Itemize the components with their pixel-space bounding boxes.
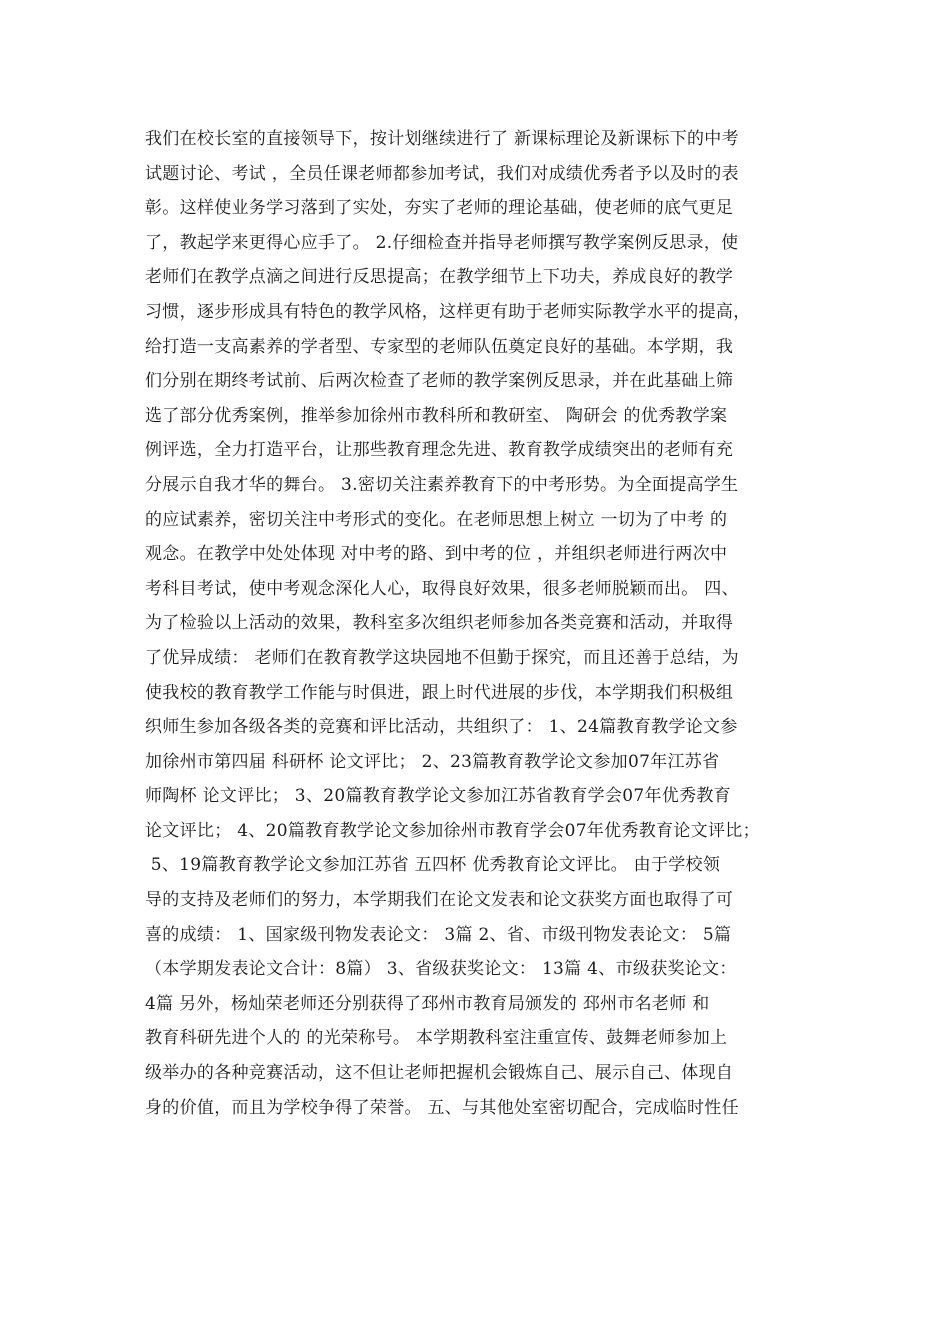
text-line: 老师们在教学点滴之间进行反思提高；在教学细节上下功夫，养成良好的教学 bbox=[145, 267, 734, 288]
text-line: 习惯，逐步形成具有特色的教学风格，这样更有助于老师实际教学水平的提高， bbox=[145, 301, 751, 322]
text-line: 4篇 另外，杨灿荣老师还分别获得了邳州市教育局颁发的 邳州市名老师 和 bbox=[145, 993, 710, 1014]
text-line: 论文评比； 4、20篇教育教学论文参加徐州市教育学会07年优秀教育论文评比； bbox=[145, 820, 760, 841]
text-line: 选了部分优秀案例，推举参加徐州市教科所和教研室、 陶研会 的优秀教学案 bbox=[145, 405, 728, 426]
text-line: 身的价值，而且为学校争得了荣誉。 五、与其他处室密切配合，完成临时性任 bbox=[145, 1097, 739, 1118]
text-line: 例评选，全力打造平台，让那些教育理念先进、教育教学成绩突出的老师有充 bbox=[145, 440, 734, 461]
text-line: 我们在校长室的直接领导下，按计划继续进行了 新课标理论及新课标下的中考 bbox=[145, 129, 739, 149]
text-line: 喜的成绩： 1、国家级刊物发表论文： 3篇 2、省、市级刊物发表论文： 5篇 bbox=[145, 924, 732, 945]
text-line: 导的支持及老师们的努力，本学期我们在论文发表和论文获奖方面也取得了可 bbox=[145, 890, 734, 911]
text-line: 们分别在期终考试前、后两次检查了老师的教学案例反思录，并在此基础上筛 bbox=[145, 371, 734, 392]
text-line: 了，教起学来更得心应手了。 2.仔细检查并指导老师撰写教学案例反思录，使 bbox=[145, 232, 739, 253]
text-line: 给打造一支高素养的学者型、专家型的老师队伍奠定良好的基础。本学期，我 bbox=[145, 336, 734, 357]
text-line: 的应试素养，密切关注中考形式的变化。在老师思想上树立 一切为了中考 的 bbox=[145, 509, 728, 530]
text-line: 5、19篇教育教学论文参加江苏省 五四杯 优秀教育论文评比。 由于学校领 bbox=[145, 855, 721, 876]
text-line: 使我校的教育教学工作能与时俱进，跟上时代进展的步伐，本学期我们积极组 bbox=[145, 682, 734, 703]
text-line: 级举办的各种竞赛活动，这不但让老师把握机会锻炼自己、展示自己、体现自 bbox=[145, 1063, 734, 1084]
text-line: 织师生参加各级各类的竞赛和评比活动，共组织了： 1、24篇教育教学论文参 bbox=[145, 717, 738, 738]
text-line: （本学期发表论文合计：8篇） 3、省级获奖论文： 13篇 4、市级获奖论文： bbox=[145, 959, 737, 980]
text-line: 试题讨论、考试 ，全员任课老师都参加考试，我们对成绩优秀者予以及时的表 bbox=[145, 163, 739, 184]
text-line: 观念。在教学中处处体现 对中考的路、到中考的位 ，并组织老师进行两次中 bbox=[145, 544, 728, 565]
text-line: 为了检验以上活动的效果，教科室多次组织老师参加各类竞赛和活动，并取得 bbox=[145, 613, 734, 634]
text-line: 教育科研先进个人的 的光荣称号。 本学期教科室注重宣传、鼓舞老师参加上 bbox=[145, 1028, 728, 1049]
body-text bbox=[145, 122, 825, 1125]
text-line: 分展示自我才华的舞台。 3.密切关注素养教育下的中考形势。为全面提高学生 bbox=[145, 474, 739, 495]
text-line: 彰。这样使业务学习落到了实处，夯实了老师的理论基础，使老师的底气更足 bbox=[145, 198, 734, 219]
text-line: 师陶杯 论文评比； 3、20篇教育教学论文参加江苏省教育学会07年优秀教育 bbox=[145, 786, 731, 807]
text-line: 加徐州市第四届 科研杯 论文评比； 2、23篇教育教学论文参加07年江苏省 bbox=[145, 751, 720, 772]
text-line: 考科目考试，使中考观念深化人心，取得良好效果，很多老师脱颖而出。 四、 bbox=[145, 578, 739, 599]
text-line: 了优异成绩： 老师们在教育教学这块园地不但勤于探究，而且还善于总结，为 bbox=[145, 647, 739, 668]
